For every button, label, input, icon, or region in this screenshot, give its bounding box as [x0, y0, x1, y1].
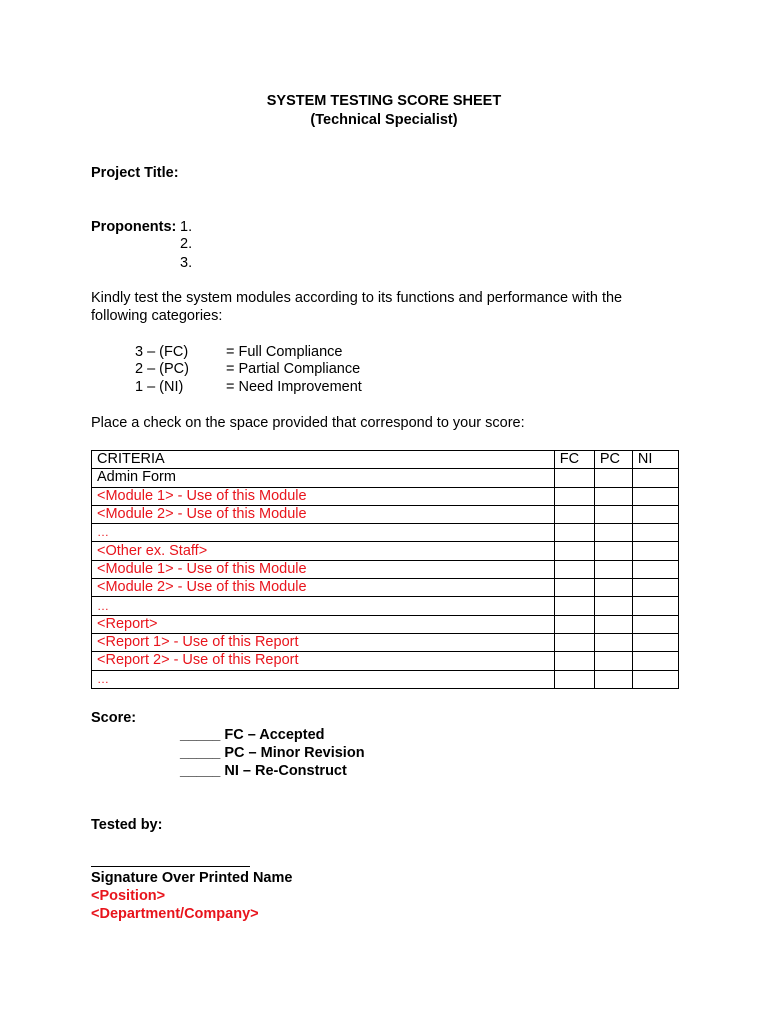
- criteria-table-body: [92, 469, 679, 689]
- check-cell-fc[interactable]: [554, 633, 594, 651]
- score-option-pc: [180, 745, 365, 762]
- check-cell-ni[interactable]: [632, 469, 678, 487]
- check-cell-ni[interactable]: [632, 505, 678, 523]
- check-cell-ni[interactable]: [632, 524, 678, 542]
- category-code-fc: 3 – (FC): [135, 344, 189, 360]
- check-cell-ni[interactable]: [632, 542, 678, 560]
- check-cell-pc[interactable]: [594, 615, 632, 633]
- check-cell-pc[interactable]: [594, 579, 632, 597]
- check-cell-pc[interactable]: [594, 487, 632, 505]
- tested-by-label: Tested by:: [91, 817, 163, 833]
- check-instruction: Place a check on the space provided that correspond to your score:: [91, 415, 525, 431]
- check-cell-pc[interactable]: [594, 597, 632, 615]
- criteria-cell: <Module 1> - Use of this Module: [92, 560, 555, 578]
- score-blank-ni[interactable]: _____: [180, 763, 221, 779]
- department-placeholder: <Department/Company>: [91, 906, 259, 922]
- score-blank-pc[interactable]: _____: [180, 745, 221, 761]
- check-cell-ni[interactable]: [632, 560, 678, 578]
- category-meaning-fc: = Full Compliance: [226, 344, 343, 360]
- header-pc: PC: [594, 451, 632, 469]
- check-cell-fc[interactable]: [554, 579, 594, 597]
- criteria-table: [91, 450, 679, 689]
- category-code-ni: 1 – (NI): [135, 379, 184, 395]
- position-placeholder: <Position>: [91, 888, 166, 904]
- table-row: [92, 469, 679, 487]
- table-header-row: [92, 451, 679, 469]
- table-row: [92, 670, 679, 688]
- proponent-item-3: 3.: [180, 255, 193, 271]
- document-subtitle: (Technical Specialist): [310, 112, 458, 128]
- signature-line[interactable]: [91, 866, 250, 867]
- table-row: [92, 597, 679, 615]
- criteria-cell: Admin Form: [92, 469, 555, 487]
- table-row: [92, 579, 679, 597]
- criteria-cell: <Module 2> - Use of this Module: [92, 579, 555, 597]
- score-blank-fc[interactable]: _____: [180, 727, 221, 743]
- score-text-fc: FC – Accepted: [224, 727, 325, 743]
- table-row: [92, 542, 679, 560]
- table-row: [92, 487, 679, 505]
- score-text-ni: NI – Re-Construct: [224, 763, 347, 779]
- category-code-pc: 2 – (PC): [135, 361, 189, 377]
- criteria-cell: <Other ex. Staff>: [92, 542, 555, 560]
- check-cell-pc[interactable]: [594, 633, 632, 651]
- table-row: [92, 633, 679, 651]
- check-cell-ni[interactable]: [632, 670, 678, 688]
- check-cell-ni[interactable]: [632, 633, 678, 651]
- proponent-item-2: 2.: [180, 236, 193, 252]
- check-cell-ni[interactable]: [632, 597, 678, 615]
- proponents-label: Proponents:: [91, 219, 177, 235]
- check-cell-pc[interactable]: [594, 560, 632, 578]
- check-cell-pc[interactable]: [594, 469, 632, 487]
- check-cell-fc[interactable]: [554, 560, 594, 578]
- check-cell-ni[interactable]: [632, 487, 678, 505]
- table-row: [92, 615, 679, 633]
- check-cell-pc[interactable]: [594, 542, 632, 560]
- criteria-cell: <Module 2> - Use of this Module: [92, 505, 555, 523]
- table-row: [92, 560, 679, 578]
- proponent-item-1: 1.: [180, 219, 193, 235]
- instructions-line-2: following categories:: [91, 308, 223, 324]
- check-cell-pc[interactable]: [594, 652, 632, 670]
- table-row: [92, 505, 679, 523]
- header-criteria: CRITERIA: [92, 451, 555, 469]
- signature-label: Signature Over Printed Name: [91, 870, 293, 886]
- criteria-cell: <Report 1> - Use of this Report: [92, 633, 555, 651]
- score-option-fc: [180, 727, 325, 744]
- criteria-cell: <Module 1> - Use of this Module: [92, 487, 555, 505]
- document-title: SYSTEM TESTING SCORE SHEET: [266, 93, 502, 109]
- check-cell-fc[interactable]: [554, 670, 594, 688]
- score-text-pc: PC – Minor Revision: [224, 745, 365, 761]
- table-row: [92, 652, 679, 670]
- check-cell-fc[interactable]: [554, 597, 594, 615]
- check-cell-pc[interactable]: [594, 524, 632, 542]
- table-row: [92, 524, 679, 542]
- check-cell-ni[interactable]: [632, 652, 678, 670]
- check-cell-fc[interactable]: [554, 505, 594, 523]
- check-cell-ni[interactable]: [632, 579, 678, 597]
- criteria-cell: <Report>: [92, 615, 555, 633]
- criteria-cell: …: [92, 670, 555, 688]
- header-ni: NI: [632, 451, 678, 469]
- criteria-cell: …: [92, 597, 555, 615]
- score-label: Score:: [91, 710, 137, 726]
- category-meaning-pc: = Partial Compliance: [226, 361, 361, 377]
- check-cell-pc[interactable]: [594, 670, 632, 688]
- check-cell-ni[interactable]: [632, 615, 678, 633]
- instructions-line-1: Kindly test the system modules according to its functions and performance with the: [91, 290, 623, 306]
- score-option-ni: [180, 763, 347, 780]
- check-cell-fc[interactable]: [554, 469, 594, 487]
- check-cell-fc[interactable]: [554, 524, 594, 542]
- criteria-cell: …: [92, 524, 555, 542]
- check-cell-fc[interactable]: [554, 542, 594, 560]
- check-cell-fc[interactable]: [554, 487, 594, 505]
- check-cell-pc[interactable]: [594, 505, 632, 523]
- project-title-label: Project Title:: [91, 165, 179, 181]
- category-meaning-ni: = Need Improvement: [226, 379, 362, 395]
- check-cell-fc[interactable]: [554, 615, 594, 633]
- criteria-cell: <Report 2> - Use of this Report: [92, 652, 555, 670]
- check-cell-fc[interactable]: [554, 652, 594, 670]
- header-fc: FC: [554, 451, 594, 469]
